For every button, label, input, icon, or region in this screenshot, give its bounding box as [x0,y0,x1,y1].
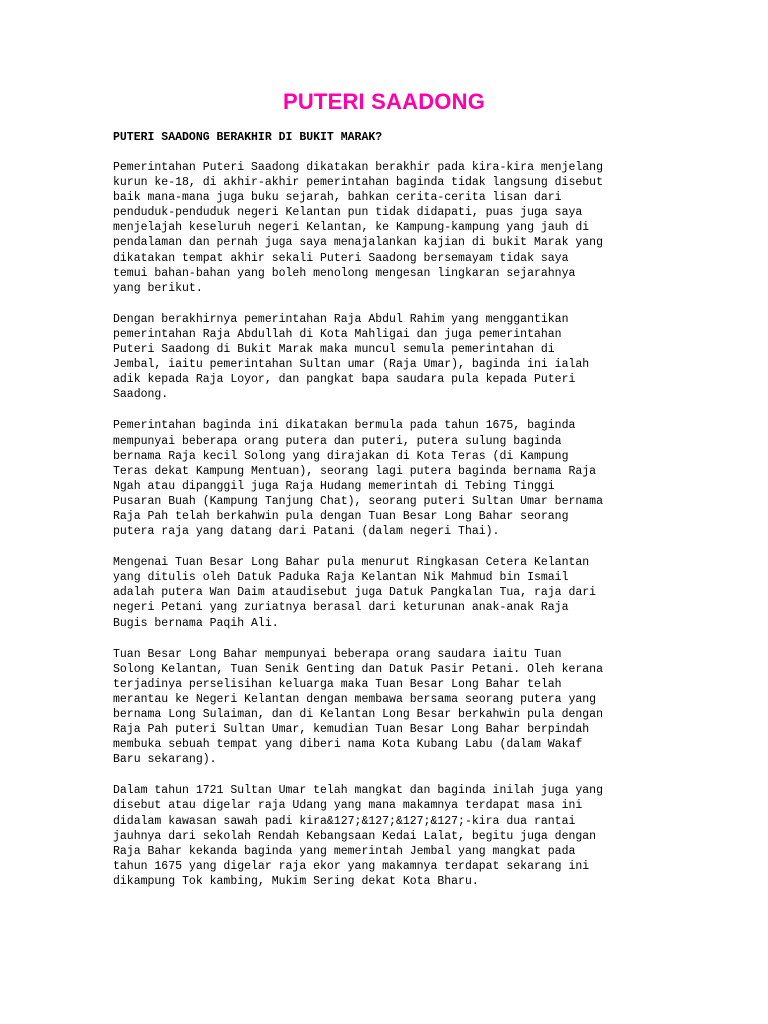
paragraph-2: Dengan berakhirnya pemerintahan Raja Abdul Rahim yang menggantikan pemerintahan Raja Abdullah di Kota Mahligai dan juga pemerintahan Puteri Saadong di Bukit Marak maka muncul semula pemerintahan di Jembal, iaitu pemerintahan Sultan umar (Raja Umar), baginda ini ialah adik kepada Raja Loyor, dan pangkat bapa saudara pula kepada Puteri Saadong. [113,312,590,402]
document-subheading: PUTERI SAADONG BERAKHIR DI BUKIT MARAK? [113,131,383,144]
document-body [113,160,693,905]
paragraph-6: Dalam tahun 1721 Sultan Umar telah mangkat dan baginda inilah juga yang disebut atau digelar raja Udang yang mana makamnya terdapat masa ini didalam kawasan sawah padi kira&127;&127;&127;&127;-kira dua rantai jauhnya dari sekolah Rendah Kebangsaan Kedai Lalat, begitu juga dengan Raja Bahar kekanda baginda yang memerintah Jembal yang mangkat pada tahun 1675 yang digelar raja ekor yang makamnya terdapat sekarang ini dikampung Tok kambing, Mukim Sering dekat Kota Bharu. [113,784,603,888]
paragraph-4: Mengenai Tuan Besar Long Bahar pula menurut Ringkasan Cetera Kelantan yang ditulis oleh Datuk Paduka Raja Kelantan Nik Mahmud bin Ismail adalah putera Wan Daim ataudisebut juga Datuk Pangkalan Tua, raja dari negeri Petani yang zuriatnya berasal dari keturunan anak-anak Raja Bugis bernama Paqih Ali. [113,556,597,630]
paragraph-1: Pemerintahan Puteri Saadong dikatakan berakhir pada kira-kira menjelang kurun ke-18, di akhir-akhir pemerintahan baginda tidak langsung disebut baik mana-mana juga buku sejarah, bahkan cerita-cerita lisan dari penduduk-penduduk negeri Kelantan pun tidak didapati, puas juga saya menjelajah keseluruh negeri Kelantan, ke Kampung-kampung yang jauh di pendalaman dan pernah juga saya menajalankan kajian di bukit Marak yang dikatakan tempat akhir sekali Puteri Saadong bersemayam tidak saya temui bahan-bahan yang boleh menolong mengesan lingkaran sejarahnya yang berikut. [113,161,603,295]
paragraph-3: Pemerintahan baginda ini dikatakan bermula pada tahun 1675, baginda mempunyai beberapa orang putera dan puteri, putera sulung baginda bernama Raja kecil Solong yang dirajakan di Kota Teras (di Kampung Teras dekat Kampung Mentuan), seorang lagi putera baginda bernama Raja Ngah atau dipanggil juga Raja Hudang memerintah di Tebing Tinggi Pusaran Buah (Kampung Tanjung Chat), seorang puteri Sultan Umar bernama Raja Pah telah berkahwin pula dengan Tuan Besar Long Bahar seorang putera raja yang datang dari Patani (dalam negeri Thai). [113,419,603,539]
document-title: PUTERI SAADONG [282,89,486,114]
paragraph-5: Tuan Besar Long Bahar mempunyai beberapa orang saudara iaitu Tuan Solong Kelantan, Tuan Senik Genting dan Datuk Pasir Petani. Oleh kerana terjadinya perselisihan keluarga maka Tuan Besar Long Bahar telah merantau ke Negeri Kelantan dengan membawa bersama seorang putera yang bernama Long Sulaiman, dan di Kelantan Long Besar berkahwin pula dengan Raja Pah puteri Sultan Umar, kemudian Tuan Besar Long Bahar berpindah membuka sebuah tempat yang diberi nama Kota Kubang Labu (dalam Wakaf Baru sekarang). [113,647,603,767]
